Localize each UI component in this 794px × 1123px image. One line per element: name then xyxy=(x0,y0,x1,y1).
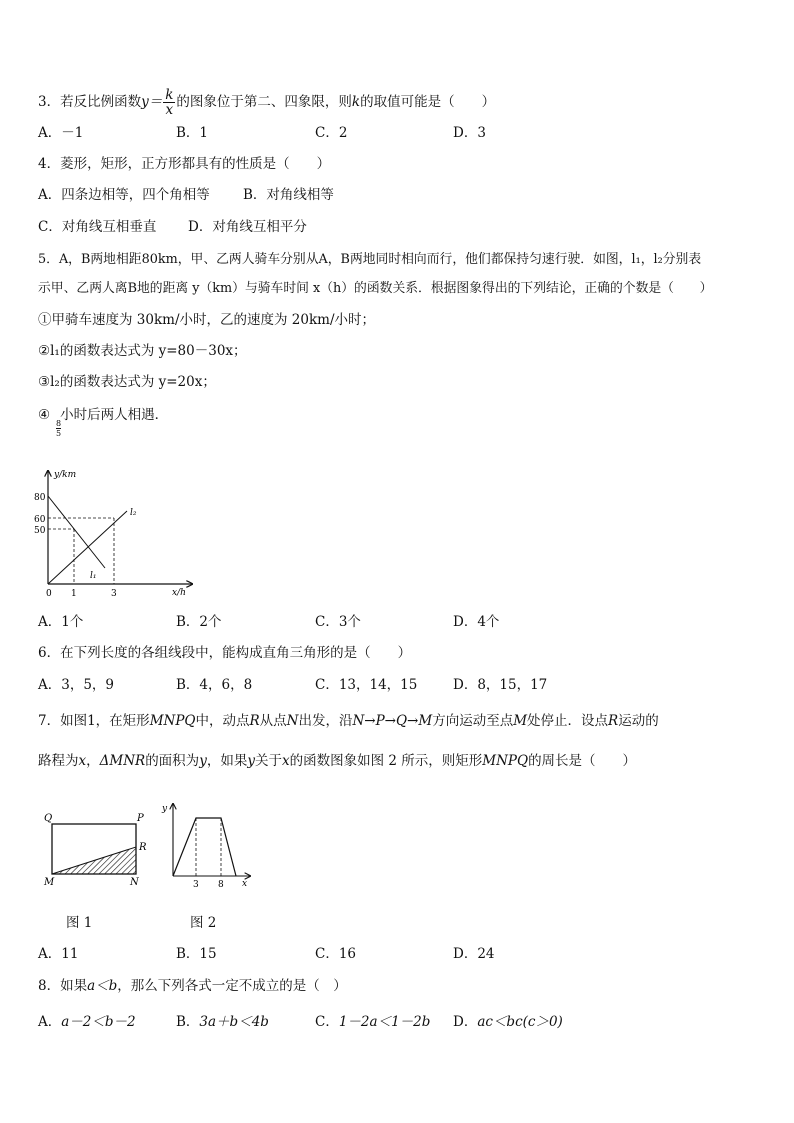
q7-l2c: 的面积为 xyxy=(145,753,200,769)
q3-var: k xyxy=(351,94,361,110)
q5-option-d: D．4个 xyxy=(453,614,500,630)
q4-stem: 4．菱形，矩形，正方形都具有的性质是（ ） xyxy=(38,156,331,172)
q7-l2b: ， xyxy=(86,753,100,769)
q7-label-r: R xyxy=(139,842,147,853)
q7-mnpq: MNPQ xyxy=(149,713,196,729)
q7-option-c: C．16 xyxy=(315,946,357,962)
q7-l1e: 方向运动至点 xyxy=(432,713,514,729)
q4-option-a: A．四条边相等，四个角相等 xyxy=(38,187,210,203)
q5-s4-num: 8 xyxy=(56,419,62,428)
q7-hatched-triangle xyxy=(52,847,136,874)
q5-xtick-1: 1 xyxy=(71,589,77,599)
q8-ineq: a＜b xyxy=(87,978,118,994)
q7-l1a: 7．如图1，在矩形 xyxy=(38,713,150,729)
q8-option-d-label: D． xyxy=(453,1014,478,1030)
q5-statement-2: ②l₁的函数表达式为 y=80－30x； xyxy=(38,343,247,359)
q5-line2: 示甲、乙两人离B地的距离 y（km）与骑车时间 x（h）的函数关系．根据图象得出的下列结论，正确的个数是（ ） xyxy=(38,281,713,296)
q7-l1f: 处停止．设点 xyxy=(527,713,609,729)
q5-line-l2 xyxy=(48,511,127,584)
q8-option-a-label: A． xyxy=(38,1014,62,1030)
q8-option-b-expr: 3a＋b＜4b xyxy=(199,1014,269,1030)
q5-option-b: B．2个 xyxy=(176,614,222,630)
q7-line2 xyxy=(38,752,636,770)
q7-label-q: Q xyxy=(44,813,53,824)
q7-label-p: P xyxy=(137,813,144,824)
q5-statement-1: ①甲骑车速度为 30km/小时，乙的速度为 20km/小时； xyxy=(38,312,375,328)
q3-fraction xyxy=(163,88,175,117)
q7-l2d: ，如果 xyxy=(206,753,248,769)
q5-s4-fraction xyxy=(56,419,61,438)
q5-xtick-0: 0 xyxy=(46,589,52,599)
q8-stem xyxy=(38,977,347,995)
q7-mnpq2: MNPQ xyxy=(482,753,529,769)
q6-option-a: A．3，5，9 xyxy=(38,677,115,693)
q8-stem-b: ，那么下列各式一定不成立的是（ ） xyxy=(117,978,347,994)
q5-option-a: A．1个 xyxy=(38,614,84,630)
q7-fig2-graph xyxy=(173,818,236,876)
q7-l2f: 的函数图象如图 2 所示，则矩形 xyxy=(289,753,483,769)
q7-y2: y xyxy=(247,753,255,769)
q8-option-c-label: C． xyxy=(315,1014,339,1030)
q8-option-b xyxy=(176,1013,269,1031)
q7-figure-2 xyxy=(160,800,260,895)
q7-l2a: 路程为 xyxy=(38,753,79,769)
q8-option-d xyxy=(453,1013,563,1031)
q7-fig2-x-label: x xyxy=(242,879,248,889)
q8-option-b-label: B． xyxy=(176,1014,200,1030)
q3-stem xyxy=(38,88,495,117)
q7-fig2-y-label: y xyxy=(162,804,168,814)
q6-stem: 6．在下列长度的各组线段中，能构成直角三角形的是（ ） xyxy=(38,645,412,661)
q6-option-d: D．8，15，17 xyxy=(453,677,548,693)
q8-stem-a: 8．如果 xyxy=(38,978,88,994)
q7-option-a: A．11 xyxy=(38,946,79,962)
q7-l1b: 中，动点 xyxy=(195,713,250,729)
q3-prefix: 3．若反比例函数 xyxy=(38,94,142,110)
q3-frac-num: k xyxy=(165,87,174,103)
q7-figure-1 xyxy=(40,808,160,888)
q3-frac-den: x xyxy=(165,102,174,118)
q7-option-b: B．15 xyxy=(176,946,217,962)
q4-option-b: B．对角线相等 xyxy=(243,187,334,203)
q5-l2-label: l₂ xyxy=(130,508,137,518)
q3-option-d: D．3 xyxy=(453,125,486,141)
q7-tri: ΔMNR xyxy=(99,753,146,769)
q7-option-d: D．24 xyxy=(453,946,495,962)
q7-label-m: M xyxy=(44,877,55,888)
q3-mid: 的图象位于第二、四象限，则 xyxy=(176,94,352,110)
q3-y-eq: y＝ xyxy=(141,94,163,110)
q7-m: M xyxy=(513,713,528,729)
q5-s4-prefix: ④ xyxy=(38,407,51,423)
q7-l1g: 运动的 xyxy=(618,713,659,729)
q7-x2: x xyxy=(281,753,290,769)
q8-option-a xyxy=(38,1013,136,1031)
q7-l1c: 从点 xyxy=(259,713,287,729)
q7-fig2-tick-3: 3 xyxy=(193,880,199,890)
q3-option-b: B．1 xyxy=(176,125,209,141)
q7-r2: R xyxy=(608,713,619,729)
q6-option-b: B．4，6，8 xyxy=(176,677,253,693)
q8-option-c xyxy=(315,1013,430,1031)
q5-x-label: x/h xyxy=(172,588,186,598)
q7-l1d: 出发，沿 xyxy=(298,713,353,729)
q7-x: x xyxy=(78,753,87,769)
q7-path: N→P→Q→M xyxy=(352,713,433,729)
q5-l1-label: l₁ xyxy=(90,571,97,581)
q8-option-c-expr: 1－2a＜1－2b xyxy=(338,1014,431,1030)
q7-fig2-caption: 图 2 xyxy=(190,915,217,931)
q7-fig1-caption: 图 1 xyxy=(66,915,93,931)
q6-option-c: C．13，14，15 xyxy=(315,677,418,693)
q4-option-d: D．对角线互相平分 xyxy=(188,219,307,235)
q4-option-c: C．对角线互相垂直 xyxy=(38,219,157,235)
q7-fig2-tick-8: 8 xyxy=(218,880,224,890)
q5-s4-suffix: 小时后两人相遇． xyxy=(60,407,169,423)
q5-ytick-60: 60 xyxy=(34,515,46,525)
q7-r: R xyxy=(249,713,260,729)
q5-line1: 5．A，B两地相距80km，甲、乙两人骑车分别从A，B两地同时相向而行，他们都保持匀速行驶．如图，l₁，l₂分别表 xyxy=(38,252,702,267)
q3-option-a: A．－1 xyxy=(38,125,84,141)
q7-y: y xyxy=(199,753,207,769)
q7-line1 xyxy=(38,712,659,730)
q5-y-label: y/km xyxy=(54,470,77,480)
q7-l2e: 关于 xyxy=(254,753,282,769)
q5-ytick-80: 80 xyxy=(34,493,46,503)
q8-option-d-expr: ac＜bc(c＞0) xyxy=(477,1014,563,1030)
q5-xtick-3: 3 xyxy=(111,589,117,599)
q8-option-a-expr: a－2＜b－2 xyxy=(61,1014,136,1030)
q3-option-c: C．2 xyxy=(315,125,348,141)
q5-option-c: C．3个 xyxy=(315,614,361,630)
q7-l2g: 的周长是（ ） xyxy=(528,753,637,769)
q3-suffix: 的取值可能是（ ） xyxy=(360,94,496,110)
q7-n: N xyxy=(286,713,299,729)
q5-graph xyxy=(30,465,200,600)
q7-label-n: N xyxy=(130,877,139,888)
q5-statement-3: ③l₂的函数表达式为 y=20x； xyxy=(38,374,216,390)
q5-ytick-50: 50 xyxy=(34,526,46,536)
q5-s4-den: 5 xyxy=(56,429,62,438)
